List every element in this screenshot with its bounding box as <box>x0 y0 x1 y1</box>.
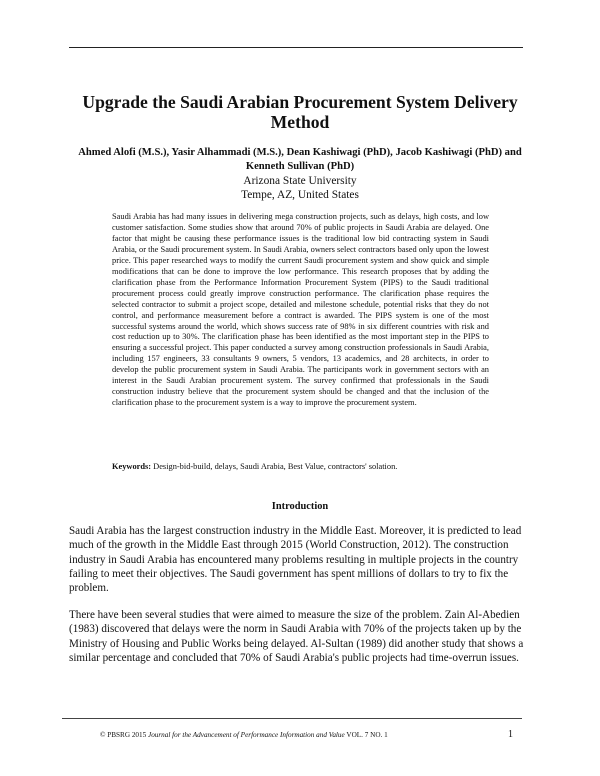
location: Tempe, AZ, United States <box>241 189 359 201</box>
affiliation-block <box>70 174 530 202</box>
footer <box>100 731 480 740</box>
body-paragraph: There have been several studies that were aimed to measure the size of the problem. Zain Al-Abedien (1983) discovered that delays were the norm in Saudi Arabia with 70% of the projects taken up by the Ministry of Housing and Public Works being delayed. Al-Sultan (1989) did another study that shows a similar percentage and concluded that 70% of Saudi Arabia's public projects had time-overrun issues. <box>69 609 524 664</box>
author-list: Ahmed Alofi (M.S.), Yasir Alhammadi (M.S.), Dean Kashiwagi (PhD), Jacob Kashiwagi (PhD) and Kenneth Sullivan (PhD) <box>78 147 522 172</box>
keywords-label: Keywords: <box>112 462 152 471</box>
abstract: Saudi Arabia has had many issues in delivering mega construction projects, such as delays, high costs, and low customer satisfaction. Some studies show that around 70% of public projects in Saudi Arabia are delayed. One factor that might be causing these performance issues is the traditional low bid contracting system in Saudi Arabia, or the Saudi procurement system. In Saudi Arabia, owners select contractors based only upon the lowest price. This paper researched ways to modify the current Saudi procurement system and show quick and simple modifications that can be done to improve the low performance. This research proposes that by adding the clarification phase from the Performance Information Procurement System (PIPS) to the Saudi traditional procurement process could greatly improve construction performance. The clarification phase requires the selected contractor to submit a project scope, detailed and milestone schedule, potential risks that they do not control, and performance measurement before a contract is awarded. The PIPS system is one of the most successful systems around the world, which shows success rate of 98% in six different countries with risk and cost reduction up to 30%. The clarification phase has been identified as the most important step in the PIPS to ensuring a successful project. This paper conducted a survey among construction professionals in Saudi Arabia, including 157 engineers, 33 consultants 9 owners, 5 vendors, 13 academics, and 28 architects, in order to develop the public procurement system in Saudi Arabia. The participants work in government sectors with an interest in the Saudi Arabian procurement system. The survey confirmed that professionals in the Saudi construction industry believe that the procurement system should be changed and that the inclusion of the clarification phase to the procurement system is a way to improve the procurement system. <box>112 212 489 408</box>
keywords-text: Design-bid-build, delays, Saudi Arabia, Best Value, contractors' solation. <box>153 462 398 471</box>
affiliation: Arizona State University <box>243 175 357 187</box>
body-paragraph: Saudi Arabia has the largest construction industry in the Middle East. Moreover, it is predicted to lead much of the growth in the Middle East through 2015 (World Construction, 2012). The construction industry in Saudi Arabia has encountered many problems resulting in multiple projects in the country failing to meet their objectives. The Saudi government has spent millions of dollars to try to fix the problem. <box>69 525 522 595</box>
footer-copyright: © PBSRG 2015 <box>100 731 147 739</box>
section-heading-introduction: Introduction <box>271 501 329 512</box>
header-rule <box>69 47 523 48</box>
footer-journal: Journal for the Advancement of Performance Information and Value <box>148 731 345 739</box>
footer-volume: VOL. 7 NO. 1 <box>346 731 388 739</box>
paper-title: Upgrade the Saudi Arabian Procurement System Delivery Method <box>82 92 518 132</box>
page-number: 1 <box>508 729 513 740</box>
footer-rule <box>62 718 522 719</box>
keywords <box>112 461 492 472</box>
